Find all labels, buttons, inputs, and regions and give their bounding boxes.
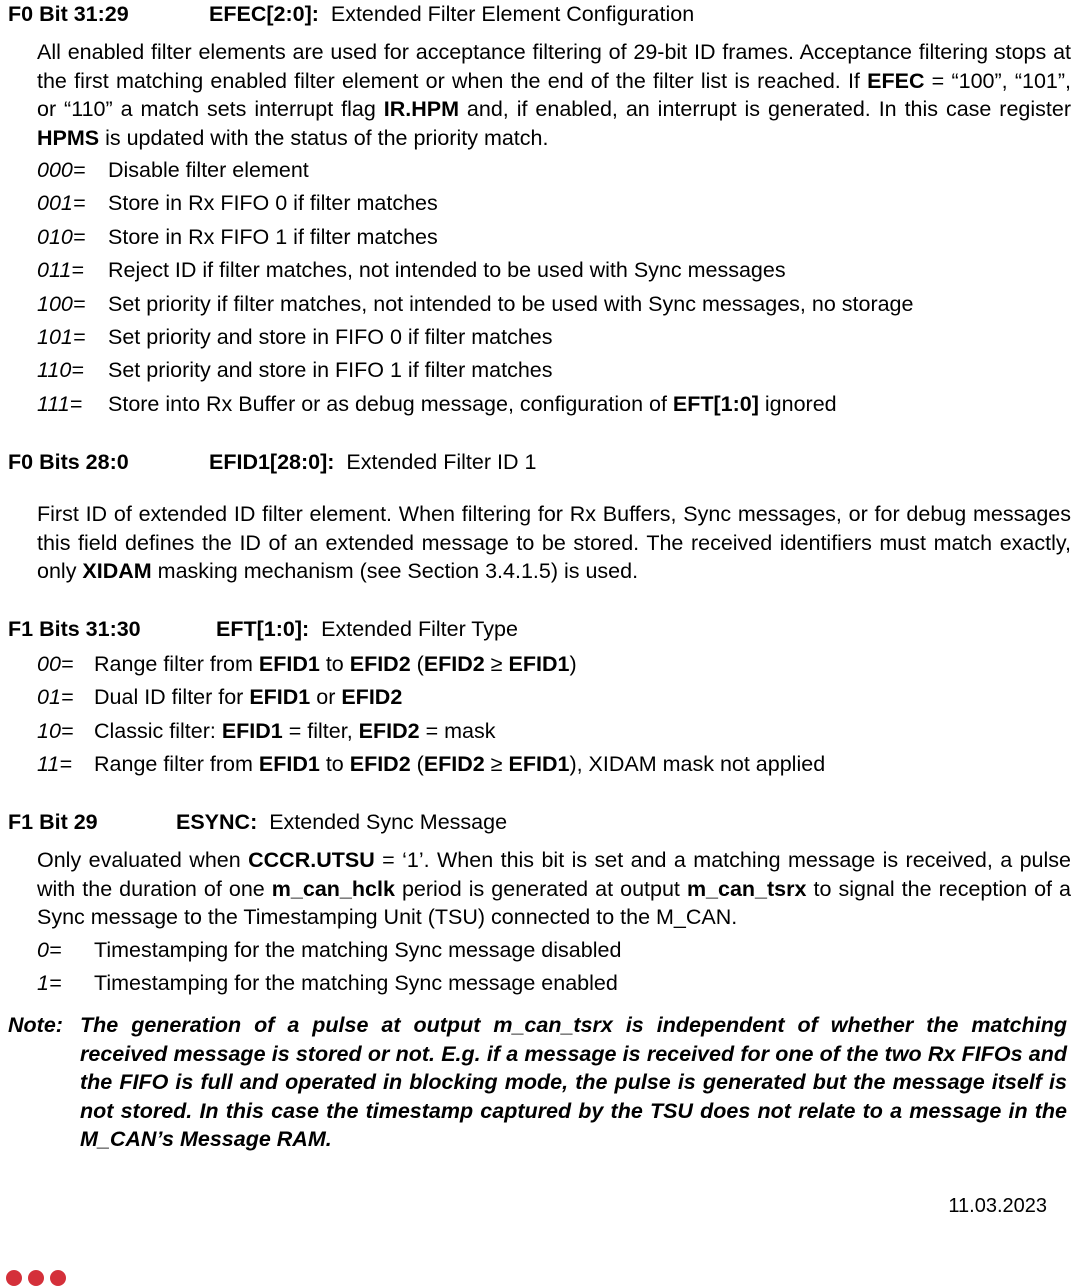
list-item: 110= Set priority and store in FIFO 1 if filter matches [37,358,553,383]
field-description: Extended Filter ID 1 [346,450,537,474]
list-item: 010= Store in Rx FIFO 1 if filter matches [37,224,438,249]
bit-range: F1 Bits 31:30 [8,617,141,641]
list-item: 0= Timestamping for the matching Sync message disabled [37,937,622,962]
list-item: 011= Reject ID if filter matches, not intended to be used with Sync messages [37,258,786,283]
field-description: Extended Filter Type [321,617,518,641]
field-description: Extended Filter Element Configuration [330,2,695,26]
list-item: 00= Range filter from EFID1 to EFID2 (EFID2 ≥ EFID1) [37,652,577,676]
list-item: 10= Classic filter: EFID1 = filter, EFID2 = mask [37,718,496,743]
bit-range: F1 Bit 29 [8,810,98,834]
field-paragraph: First ID of extended ID filter element. When filtering for Rx Buffers, Sync messages, or for debug messages this field defines the ID of an extended message to be stored. The received identifiers must match exactly, only XIDAM masking mechanism (see Section 3.4.1.5) is used. [37,502,1071,583]
list-item: 000= Disable filter element [37,158,309,182]
bit-range: F0 Bits 28:0 [8,450,129,474]
list-item: 11= Range filter from EFID1 to EFID2 (EFID2 ≥ EFID1), XIDAM mask not applied [37,752,826,777]
field-paragraph: Only evaluated when CCCR.UTSU = ‘1’. When this bit is set and a matching message is received, a pulse with the duration of one m_can_hclk period is generated at output m_can_tsrx to signal the reception of a Sync message to the Timestamping Unit (TSU) connected to the M_CAN. [37,848,1071,929]
list-item: 100= Set priority if filter matches, not intended to be used with Sync messages, no storage [37,291,914,316]
footer-date: 11.03.2023 [948,1195,1047,1217]
field-paragraph: All enabled filter elements are used for acceptance filtering of 29-bit ID frames. Acceptance filtering stops at the first matching enabled filter element or when the end of the filter list is reached. If EFEC = “100”, “101”, or “110” a match sets interrupt flag IR.HPM and, if enabled, an interrupt is generated. In this case register HPMS is updated with the status of the priority match. [37,40,1071,150]
list-item: 101= Set priority and store in FIFO 0 if filter matches [37,324,553,349]
field-header [8,448,1071,476]
field-header [8,808,1071,836]
bit-range: F0 Bit 31:29 [8,2,129,26]
field-name: EFEC[2:0]: [209,2,319,26]
note-block [8,1011,1067,1154]
value-list [37,156,1071,423]
list-item: 001= Store in Rx FIFO 0 if filter matches [37,191,438,216]
field-name: EFID1[28:0]: [209,450,335,474]
field-description: Extended Sync Message [269,810,508,834]
section-esync [8,808,1071,1002]
section-efec [8,0,1071,423]
note-label: Note: [8,1013,63,1037]
logo-dot [6,1270,22,1286]
value-list [37,650,1071,784]
field-name: ESYNC: [176,810,258,834]
list-item: 111= Store into Rx Buffer or as debug message, configuration of EFT[1:0] ignored [37,391,837,416]
logo-dot [50,1270,66,1286]
list-item: 1= Timestamping for the matching Sync message enabled [37,970,618,995]
value-list [37,936,1071,1003]
section-eft [8,615,1071,784]
section-efid1 [8,448,1071,586]
list-item: 01= Dual ID filter for EFID1 or EFID2 [37,685,403,710]
logo [6,1270,66,1286]
field-header [8,0,1071,28]
field-name: EFT[1:0]: [216,617,310,641]
field-header [8,615,1071,643]
note-text: The generation of a pulse at output m_can_tsrx is independent of whether the matching received message is stored or not. E.g. if a message is received for one of the two Rx FIFOs and the FIFO is full and operated in blocking mode, the pulse is generated but the message itself is not stored. In this case the timestamp captured by the TSU does not relate to a message in the M_CAN’s Message RAM. [80,1013,1067,1151]
logo-dot [28,1270,44,1286]
